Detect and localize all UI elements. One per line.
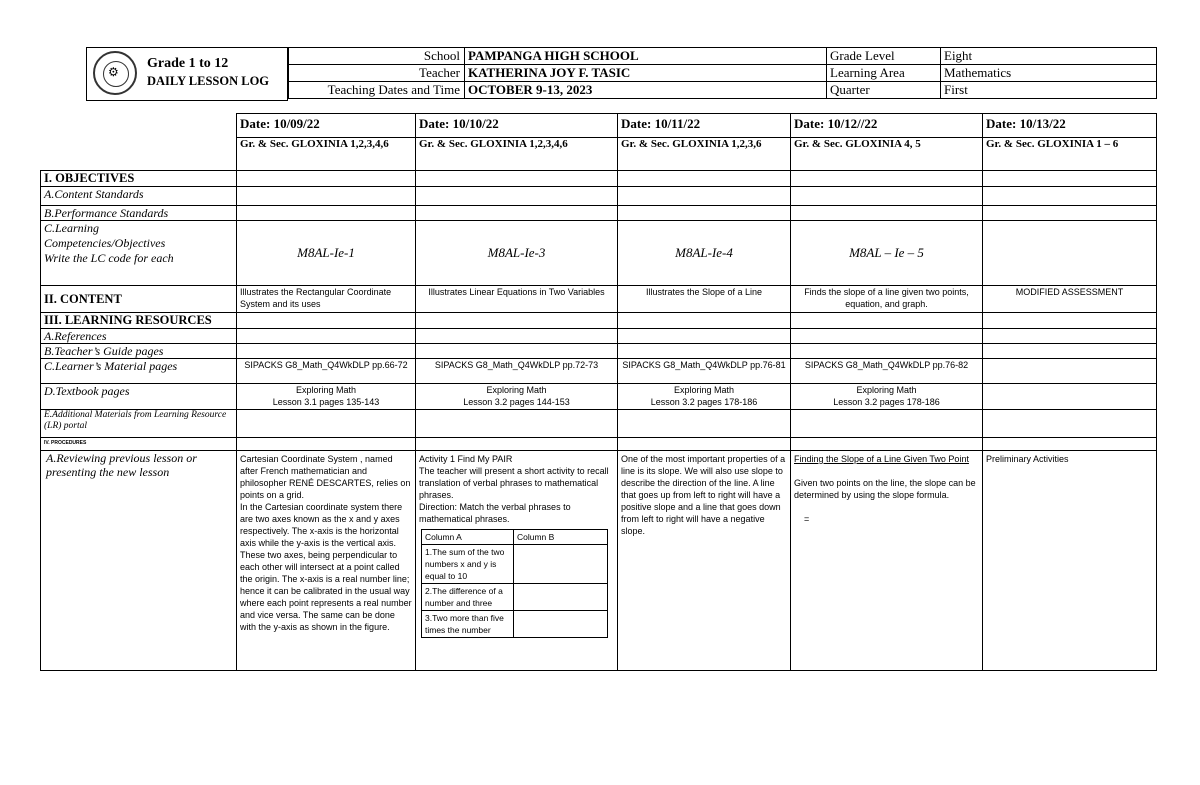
day2-lm-pages: SIPACKS G8_Math_Q4WkDLP pp.72-73 — [416, 359, 618, 384]
teacher-label: Teacher — [289, 65, 465, 82]
dates-label: Teaching Dates and Time — [289, 82, 465, 99]
blank-corner-2 — [41, 138, 237, 171]
day1-lm-pages: SIPACKS G8_Math_Q4WkDLP pp.66-72 — [237, 359, 416, 384]
pair-row-1: 1.The sum of the two numbers x and y is equal to 10 — [422, 545, 514, 584]
day4-content: Finds the slope of a line given two points, equation, and graph. — [791, 286, 983, 313]
day3-content: Illustrates the Slope of a Line — [618, 286, 791, 313]
day2-section: Gr. & Sec. GLOXINIA 1,2,3,4,6 — [416, 138, 618, 171]
learning-resources-heading: III. LEARNING RESOURCES — [41, 313, 237, 329]
pair-row-3: 3.Two more than five times the number — [422, 611, 514, 638]
grade-range-label: Grade 1 to 12 — [147, 56, 229, 71]
day4-review-text: Given two points on the line, the slope can be determined by using the slope formula. — [794, 478, 976, 500]
day4-lm-pages: SIPACKS G8_Math_Q4WkDLP pp.76-82 — [791, 359, 983, 384]
reviewing-label: A.Reviewing previous lesson or presenting the new lesson — [41, 451, 237, 671]
day2-content: Illustrates Linear Equations in Two Variables — [416, 286, 618, 313]
tg-pages-label: B.Teacher’s Guide pages — [41, 344, 237, 359]
objectives-heading: I. OBJECTIVES — [41, 171, 237, 187]
day4-section: Gr. & Sec. GLOXINIA 4, 5 — [791, 138, 983, 171]
day1-textbook: Exploring Math Lesson 3.1 pages 135-143 — [237, 384, 416, 410]
day5-textbook — [983, 384, 1157, 410]
procedures-heading: IV. PROCEDURES — [41, 438, 237, 451]
day4-review — [791, 451, 983, 671]
day3-lc-code: M8AL-Ie-4 — [618, 221, 791, 286]
quarter-label: Quarter — [827, 82, 941, 99]
day2-textbook: Exploring Math Lesson 3.2 pages 144-153 — [416, 384, 618, 410]
day1-review: Cartesian Coordinate System , named after French mathematician and philosopher RENÉ DESCARTES, relies on points on a grid. In the Cartesian coordinate system there are two axes known as the x and y axes respectively. The x-axis is the horizontal axis while the y-axis is the vertical axis. These two axes, being perpendicular to each other will intersect at a point called the origin. The x-axis is a real number line; hence it can be calibrated in the usual way where each point represents a real number and vice versa. The same can be done with the y-axis as shown in the figure. — [237, 451, 416, 671]
performance-standards-label: B.Performance Standards — [41, 206, 237, 221]
day4-review-title: Finding the Slope of a Line Given Two Point — [794, 454, 969, 464]
school-info-table — [288, 47, 1157, 99]
day5-date: Date: 10/13/22 — [983, 114, 1157, 138]
school-value: PAMPANGA HIGH SCHOOL — [465, 48, 827, 65]
day2-review — [416, 451, 618, 671]
day1-section: Gr. & Sec. GLOXINIA 1,2,3,4,6 — [237, 138, 416, 171]
grade-level-label: Grade Level — [827, 48, 941, 65]
learning-competencies-label: C.Learning Competencies/Objectives Write the LC code for each — [41, 221, 237, 286]
pair-row-2: 2.The difference of a number and three — [422, 584, 514, 611]
day4-lc-code: M8AL – Ie – 5 — [791, 221, 983, 286]
day5-lm-pages — [983, 359, 1157, 384]
lm-pages-label: C.Learner’s Material pages — [41, 359, 237, 384]
learning-area-label: Learning Area — [827, 65, 941, 82]
teacher-value: KATHERINA JOY F. TASIC — [465, 65, 827, 82]
references-label: A.References — [41, 329, 237, 344]
grade-level-value: Eight — [941, 48, 1157, 65]
day1-lc-code: M8AL-Ie-1 — [237, 221, 416, 286]
pair-col-a-header: Column A — [422, 530, 514, 545]
additional-materials-label: E.Additional Materials from Learning Resource (LR) portal — [41, 410, 237, 438]
pair-table — [421, 529, 608, 638]
content-heading: II. CONTENT — [41, 286, 237, 313]
day4-textbook: Exploring Math Lesson 3.2 pages 178-186 — [791, 384, 983, 410]
day3-lm-pages: SIPACKS G8_Math_Q4WkDLP pp.76-81 — [618, 359, 791, 384]
header-box — [86, 47, 288, 101]
day5-review: Preliminary Activities — [983, 451, 1157, 671]
dates-value: OCTOBER 9-13, 2023 — [465, 82, 827, 99]
deped-seal-logo: ⚙ — [93, 51, 137, 95]
day3-textbook: Exploring Math Lesson 3.2 pages 178-186 — [618, 384, 791, 410]
day5-content: MODIFIED ASSESSMENT — [983, 286, 1157, 313]
day2-review-title: Activity 1 Find My PAIR — [419, 454, 513, 464]
day2-review-text: The teacher will present a short activity to recall translation of verbal phrases to mathematical phrases. Direction: Match the verbal phrases to mathematical phrases. — [419, 466, 609, 524]
learning-area-value: Mathematics — [941, 65, 1157, 82]
day1-content: Illustrates the Rectangular Coordinate System and its uses — [237, 286, 416, 313]
lesson-log-table — [40, 113, 1157, 671]
day2-date: Date: 10/10/22 — [416, 114, 618, 138]
pair-col-b-header: Column B — [514, 530, 608, 545]
day4-date: Date: 10/12//22 — [791, 114, 983, 138]
day5-section: Gr. & Sec. GLOXINIA 1 – 6 — [983, 138, 1157, 171]
school-label: School — [289, 48, 465, 65]
day3-date: Date: 10/11/22 — [618, 114, 791, 138]
day5-lc-code — [983, 221, 1157, 286]
content-standards-label: A.Content Standards — [41, 187, 237, 206]
textbook-pages-label: D.Textbook pages — [41, 384, 237, 410]
blank-corner — [41, 114, 237, 138]
day2-lc-code: M8AL-Ie-3 — [416, 221, 618, 286]
quarter-value: First — [941, 82, 1157, 99]
day3-review: One of the most important properties of a line is its slope. We will also use slope to describe the direction of the line. A line that goes up from left to right will have a positive slope and a line that goes down from left to right will have a negative slope. — [618, 451, 791, 671]
day3-section: Gr. & Sec. GLOXINIA 1,2,3,6 — [618, 138, 791, 171]
slope-formula: = — [804, 514, 810, 524]
day1-date: Date: 10/09/22 — [237, 114, 416, 138]
document-title: DAILY LESSON LOG — [147, 74, 270, 88]
